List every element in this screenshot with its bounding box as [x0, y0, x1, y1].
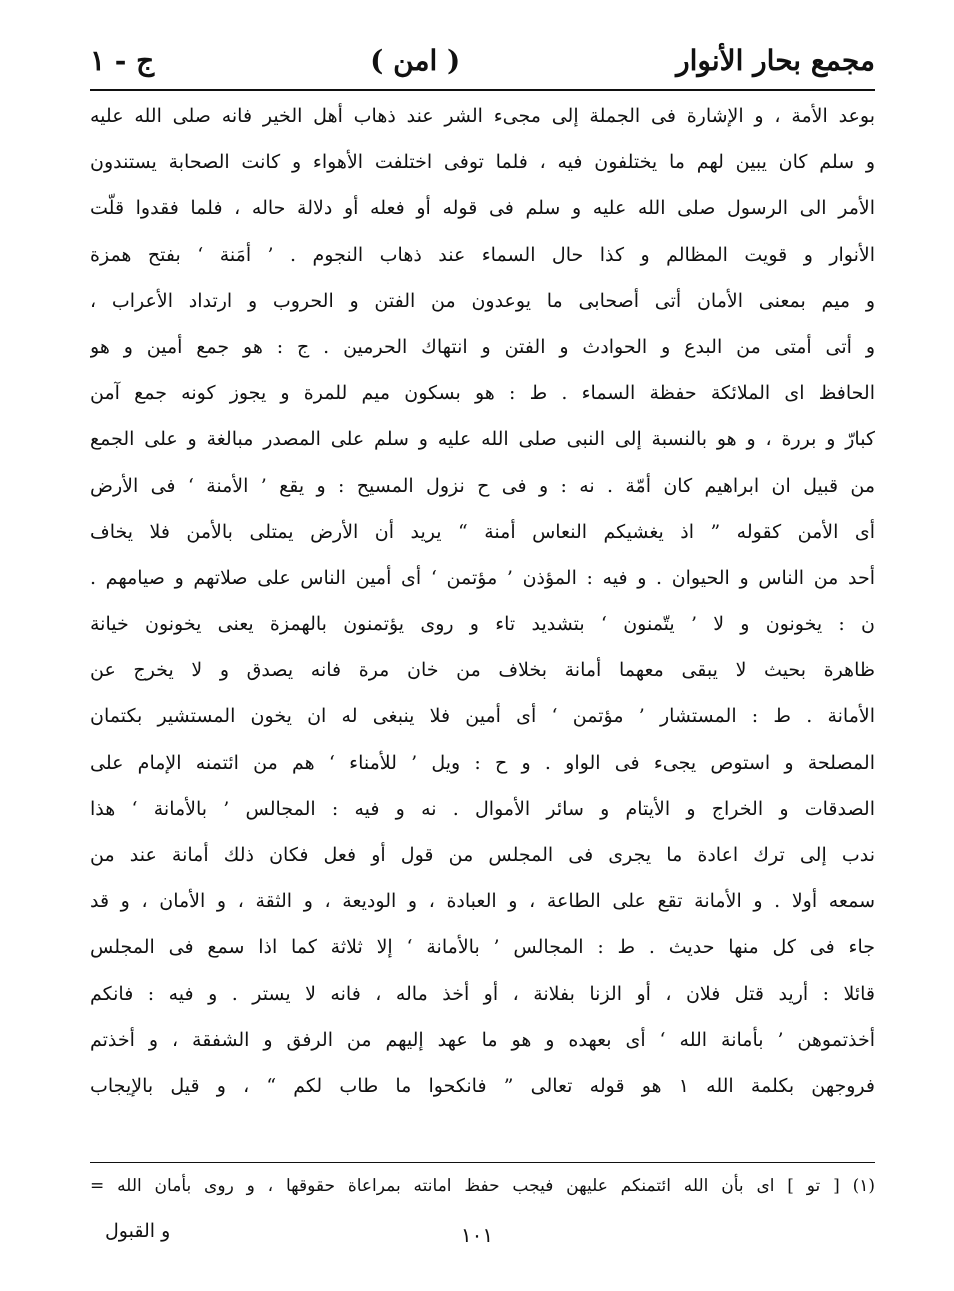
text-line: ن : يخونون و لا ’ يتّمنون ‘ بتشديد تاء و روى يؤتمنون بالهمزة يعنى يخونون خيانة — [90, 613, 875, 636]
text-line: الأمانة . ط : المستشار ’ مؤتمن ‘ أى أمين فلا ينبغى له ان يخون المستشير بكتمان — [90, 705, 875, 728]
text-line: من قبيل ان ابراهيم كان أمّة . نه : و فى ح نزول المسيح : و يقع ’ الأمنة ‘ فى الأرض — [90, 474, 875, 497]
text-line: الأنوار و قويت المظالم و كذا حال السماء عند ذهاب النجوم . ’ أمَنة ‘ بفتح همزة — [90, 243, 875, 266]
text-line: ظاهرة بحيث لا يبقى معهما أمانة بخلاف من خان مرة فانه يصدق و لا يخرج عن — [90, 659, 875, 682]
header-rule — [90, 89, 875, 91]
catchword: و القبول — [105, 1220, 171, 1242]
text-line: المصلحة و استوص يجىء فى الواو . و ح : ويل ’ للأمناء ‘ هم من ائتمنه الإمام على — [90, 751, 875, 774]
text-line: كبارّ و بررة ، و هو بالنسبة إلى النبى صلى الله عليه و سلم على المصدر مبالغة و على الجمع — [90, 428, 875, 451]
text-line: الأمر الى الرسول صلى الله عليه و سلم فى قوله أو فعله أو دلالة حاله ، فلما فقدوا قلّت — [90, 197, 875, 220]
text-line: جاء فى كل منها حديث . ط : المجالس ’ بالأمانة ‘ إلا ثلاثة كما اذا سمع فى المجلس — [90, 936, 875, 959]
volume-number: ج - ١ — [90, 43, 155, 77]
text-line: أحد من الناس و الحيوان . و فيه : المؤذن ’ مؤتمن ‘ أى أمين الناس على صلاتهم و صيامهم . — [90, 566, 875, 589]
text-line: و أتى أمتى من البدع و الحوادث و الفتن و انتهاك الحرمين . ج : هو جمع أمين و هو — [90, 335, 875, 358]
book-title: مجمع بحار الأنوار — [676, 43, 875, 77]
text-line: الصدقات و الخراج و الأيتام و سائر الأموال . نه و فيه : المجالس ’ بالأمانة ‘ هذا — [90, 797, 875, 820]
text-line: أى الأمن كقوله ” اذ يغشيكم النعاس أمنة “ يريد أن الأرض يمتلى بالأمن فلا يخاف — [90, 520, 875, 543]
text-line: و سلم كان يبين لهم ما يختلفون فيه ، فلما توفى اختلفت الأهواء و كانت الصحابة يستندون — [90, 151, 875, 174]
text-line: فروجهن بكلمة الله ١ هو قوله تعالى ” فانكحوا ما طاب لكم “ ، و قيل بالإيجاب — [90, 1074, 875, 1097]
body-text — [90, 93, 875, 1109]
text-line: سمعه أولا . و الأمانة تقع على الطاعة ، و العبادة ، و الوديعة ، و الثقة ، و الأمان ، و قد — [90, 890, 875, 913]
footnote-rule — [90, 1162, 875, 1163]
page-number: ١٠١ — [460, 1223, 494, 1247]
text-line: الحافظ اى الملائكة حفظة السماء . ط : هو بسكون ميم للمرة و يجوز كونه جمع آمن — [90, 382, 875, 405]
text-line: ندب إلى ترك اعادة ما يجرى فى المجلس من قول أو فعل فكان ذلك أمانة عند من — [90, 844, 875, 866]
text-line: بوعد الأمة ، و الإشارة فى الجملة إلى مجىء الشر عند ذهاب أهل الخير فانه صلى الله عليه — [90, 105, 875, 127]
text-line: قائلا : أريد قتل فلان ، أو الزنا بفلانة ، أو أخذ ماله ، فانه لا يستر . و فيه : فانكم — [90, 982, 875, 1005]
footnote: (١) [ تو ] اى بأن الله ائتمنكم عليهن فيجب حفظ امانته بمراعاة حقوقها ، و روى بأمان الله = — [90, 1176, 875, 1196]
text-line: أخذتموهن ’ بأمانة الله ‘ أى بعهده و هو ما عهد إليهم من الرفق و الشفقة ، و أخذتم — [90, 1028, 875, 1051]
running-head — [90, 30, 875, 90]
text-line: و ميم بمعنى الأمان أتى أصحابى ما يوعدون من الفتن و الحروب و ارتداد الأعراب ، — [90, 289, 875, 312]
root-word: ( امن ) — [370, 43, 461, 77]
